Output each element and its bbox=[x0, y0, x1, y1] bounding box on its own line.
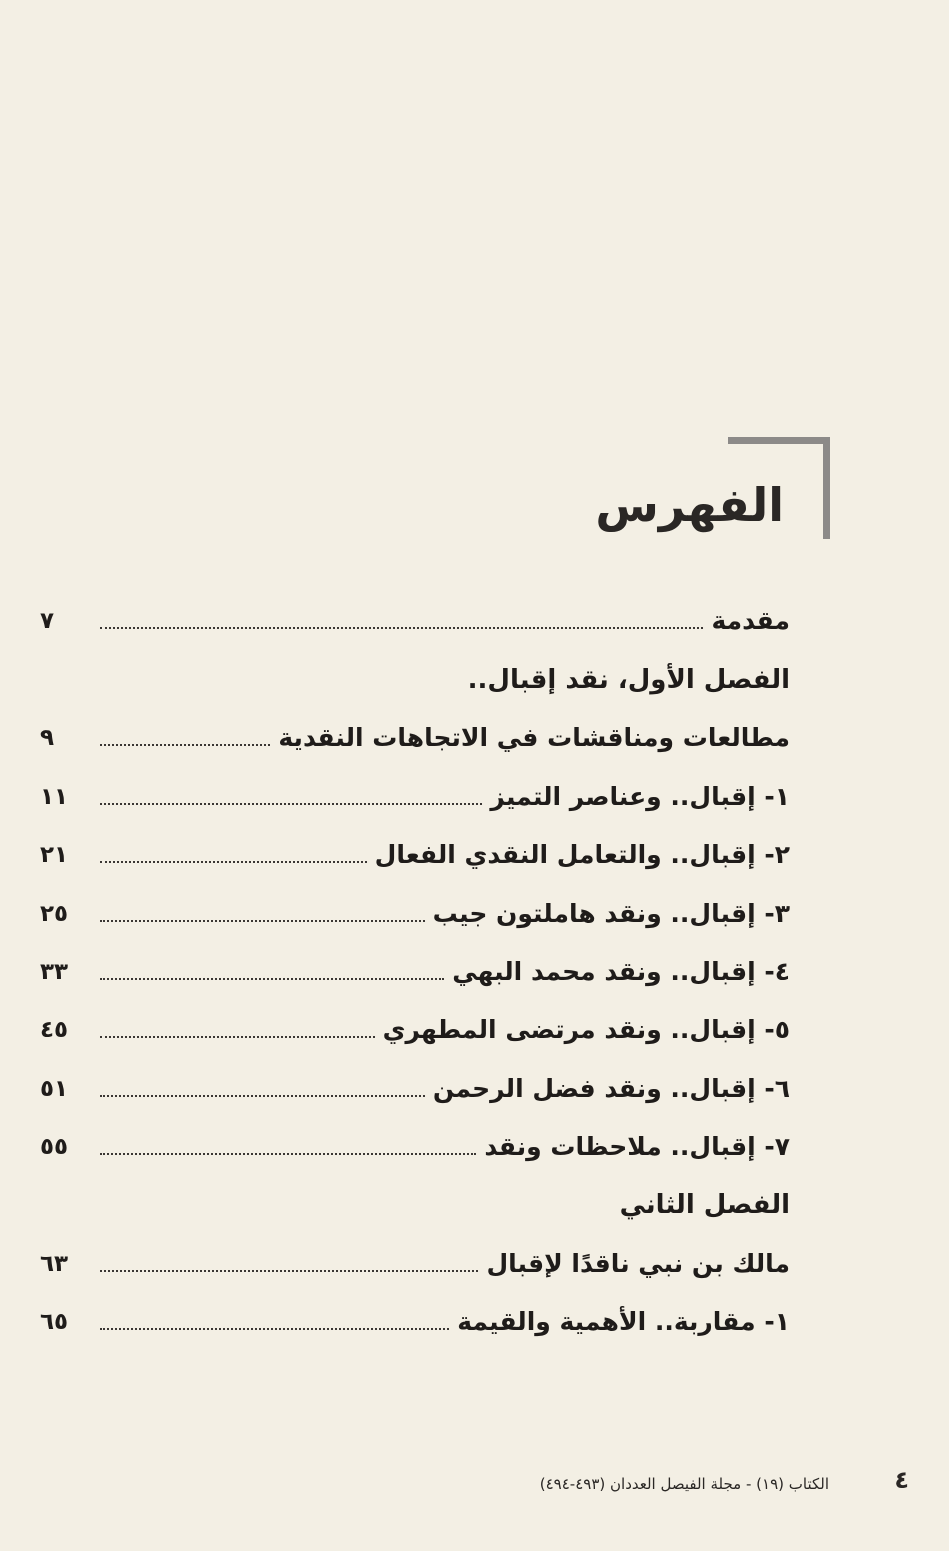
toc-entry[interactable] bbox=[40, 1299, 790, 1339]
dot-leader bbox=[100, 978, 444, 980]
toc-entry-page: ٦٥ bbox=[40, 1309, 69, 1335]
toc-entry[interactable] bbox=[40, 598, 790, 638]
dot-leader bbox=[100, 1095, 425, 1097]
toc-entry-label: ١- إقبال.. وعناصر التميز bbox=[490, 782, 790, 811]
toc-entry-label: مقدمة bbox=[711, 606, 790, 635]
toc-entry-label: ٥- إقبال.. ونقد مرتضى المطهري bbox=[382, 1015, 790, 1044]
toc-entry-page: ٤٥ bbox=[40, 1017, 69, 1043]
toc-entry-label: ٣- إقبال.. ونقد هاملتون جيب bbox=[432, 899, 790, 928]
toc-entry-page: ٥٥ bbox=[40, 1134, 69, 1160]
toc-entry-page: ٣٣ bbox=[40, 959, 69, 985]
toc-entry[interactable] bbox=[40, 949, 790, 989]
dot-leader bbox=[100, 1036, 375, 1038]
toc-entry-page: ٢١ bbox=[40, 842, 69, 868]
dot-leader bbox=[100, 744, 270, 746]
dot-leader bbox=[100, 1270, 478, 1272]
toc-entry-page: ٢٥ bbox=[40, 901, 69, 927]
running-footer: الكتاب (١٩) - مجلة الفيصل العددان (٤٩٣-٤٩٤) bbox=[539, 1475, 829, 1493]
dot-leader bbox=[100, 627, 703, 629]
toc-entry[interactable] bbox=[40, 832, 790, 872]
toc-entry[interactable] bbox=[40, 774, 790, 814]
dot-leader bbox=[100, 861, 367, 863]
dot-leader bbox=[100, 803, 482, 805]
toc-entry[interactable] bbox=[40, 715, 790, 755]
toc-entry-page: ٧ bbox=[40, 608, 55, 634]
toc-chapter-heading[interactable] bbox=[40, 657, 790, 697]
toc-entry-label: ٢- إقبال.. والتعامل النقدي الفعال bbox=[374, 840, 790, 869]
toc-chapter-heading[interactable] bbox=[40, 1182, 790, 1222]
page-title: الفهرس bbox=[595, 478, 784, 532]
toc-entry[interactable] bbox=[40, 1241, 790, 1281]
toc-entry-label: مالك بن نبي ناقدًا لإقبال bbox=[486, 1249, 790, 1278]
toc-chapter-label: الفصل الثاني bbox=[619, 1190, 790, 1220]
dot-leader bbox=[100, 920, 425, 922]
toc-entry-label: ١- مقاربة.. الأهمية والقيمة bbox=[457, 1307, 790, 1336]
toc-entry[interactable] bbox=[40, 1066, 790, 1106]
page-number: ٤ bbox=[894, 1466, 909, 1494]
toc-entry-label: ٤- إقبال.. ونقد محمد البهي bbox=[452, 957, 790, 986]
toc-entry-page: ٥١ bbox=[40, 1076, 69, 1102]
toc-entry[interactable] bbox=[40, 891, 790, 931]
toc-entry[interactable] bbox=[40, 1007, 790, 1047]
dot-leader bbox=[100, 1328, 449, 1330]
toc-entry-page: ٩ bbox=[40, 725, 55, 751]
dot-leader bbox=[100, 1153, 476, 1155]
toc-entry-label: مطالعات ومناقشات في الاتجاهات النقدية bbox=[278, 723, 790, 752]
toc-entry-page: ٦٣ bbox=[40, 1251, 69, 1277]
toc-entry[interactable] bbox=[40, 1124, 790, 1164]
toc-chapter-label: الفصل الأول، نقد إقبال.. bbox=[467, 665, 790, 695]
toc-entry-page: ١١ bbox=[40, 784, 69, 810]
toc-entry-label: ٧- إقبال.. ملاحظات ونقد bbox=[484, 1132, 790, 1161]
toc-entry-label: ٦- إقبال.. ونقد فضل الرحمن bbox=[432, 1074, 790, 1103]
